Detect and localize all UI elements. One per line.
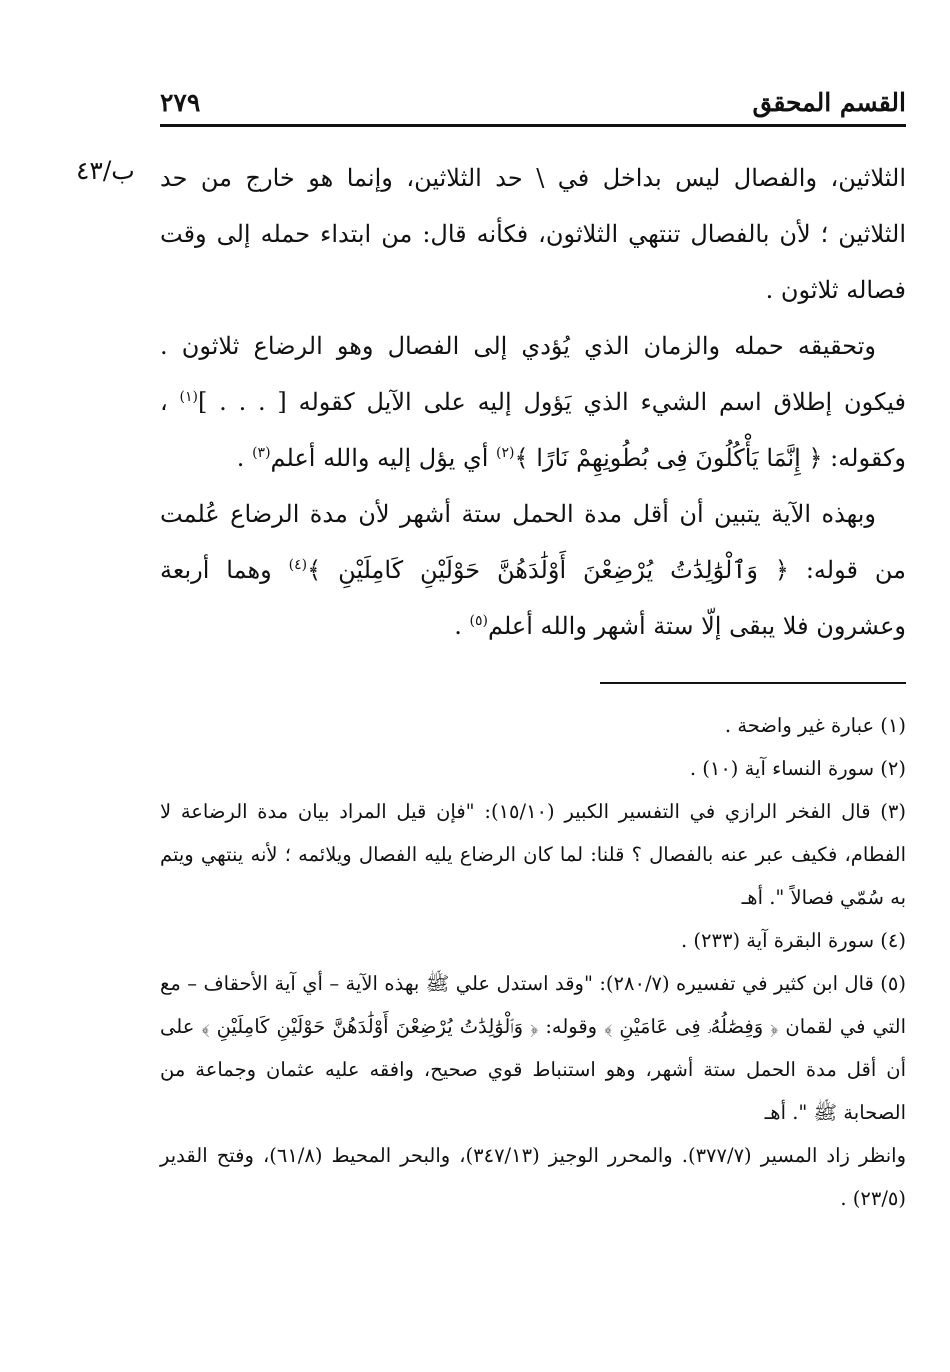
manuscript-folio-note: ب/٤٣ (76, 156, 135, 185)
paragraph-2-text-a: وتحقيقه حمله والزمان الذي يُؤدي إلى الفصال وهو الرضاع ثلاثون . فيكون إطلاق اسم الشيء الذي يَؤول إليه على الآيل كقوله [ . . . ] (160, 332, 906, 416)
paragraph-3-text-b: وهما أربعة وعشرون فلا يبقى إلّا ستة أشهر والله أعلم (160, 556, 906, 640)
footnote-4: (٤) سورة البقرة آية (٢٣٣) . (681, 929, 906, 952)
paragraph-1: الثلاثين، والفصال ليس بداخل في \ حد الثلاثين، وإنما هو خارج من حد الثلاثين ؛ لأن بالفصال تنتهي الثلاثون، فكأنه قال: من ابتداء حمله إلى وقت فصاله ثلاثون . (160, 164, 906, 304)
paragraph-2-text-b: ، وكقوله: ﴿ إِنَّمَا يَأْكُلُونَ فِى بُطُونِهِمْ نَارًا ﴾ (160, 388, 906, 472)
footnote-ref-4[interactable]: (٤) (288, 557, 308, 573)
footnote-2: (٢) سورة النساء آية (١٠) . (689, 757, 906, 780)
paragraph-3-text-a: وبهذه الآية يتبين أن أقل مدة الحمل ستة أشهر لأن مدة الرضاع عُلمت من قوله: ﴿ وَٱلْوَٰلِدَٰتُ يُرْضِعْنَ أَوْلَٰدَهُنَّ حَوْلَيْنِ كَامِلَيْنِ ﴾ (160, 500, 906, 584)
footnote-separator (600, 682, 906, 684)
main-text (160, 150, 906, 654)
header-rule (160, 124, 906, 127)
footnote-5: (٥) قال ابن كثير في تفسيره (٢٨٠/٧): "وقد استدل علي ﷺ بهذه الآية – أي آية الأحقاف – مع التي في لقمان ﴿ وَفِصَٰلُهُۥ فِى عَامَيْنِ ﴾ وقوله: ﴿ وَٱلْوَٰلِدَٰتُ يُرْضِعْنَ أَوْلَٰدَهُنَّ حَوْلَيْنِ كَامِلَيْنِ ﴾ على أن أقل مدة الحمل ستة أشهر، وهو استنباط قوي صحيح، وافقه عليه عثمان وجماعة من الصحابة ﷺ ". أهـ (160, 972, 906, 1124)
paragraph-3-text-c: . (454, 612, 462, 640)
footnote-ref-2[interactable]: (٢) (496, 445, 515, 461)
running-title: القسم المحقق (752, 88, 906, 117)
footnote-3: (٣) قال الفخر الرازي في التفسير الكبير (١٥/١٠): "فإن قيل المراد بيان مدة الرضاعة لا الفطام، فكيف عبر عنه بالفصال ؟ قلنا: لما كان الرضاع يليه الفصال ويلائمه ؛ لأنه ينتهي ويتم به سُمّي فصالاً ". أهـ (160, 800, 906, 909)
page-header (160, 88, 906, 124)
footnote-1: (١) عبارة غير واضحة . (724, 714, 906, 737)
footnote-ref-3[interactable]: (٣) (252, 445, 271, 461)
paragraph-2 (160, 318, 906, 486)
paragraph-2-text-c: أي يؤل إليه والله أعلم (270, 444, 489, 472)
footnote-ref-1[interactable]: (١) (179, 389, 199, 405)
footnotes (160, 704, 906, 1220)
paragraph-3 (160, 486, 906, 654)
page-number: ٢٧٩ (160, 88, 201, 117)
paragraph-2-text-d: . (236, 444, 245, 472)
footnote-ref-5[interactable]: (٥) (469, 613, 489, 629)
footnote-5-continuation: وانظر زاد المسير (٣٧٧/٧). والمحرر الوجيز (٣٤٧/١٣)، والبحر المحيط (٦١/٨)، وفتح القدير (٢٣/٥) . (160, 1144, 906, 1210)
